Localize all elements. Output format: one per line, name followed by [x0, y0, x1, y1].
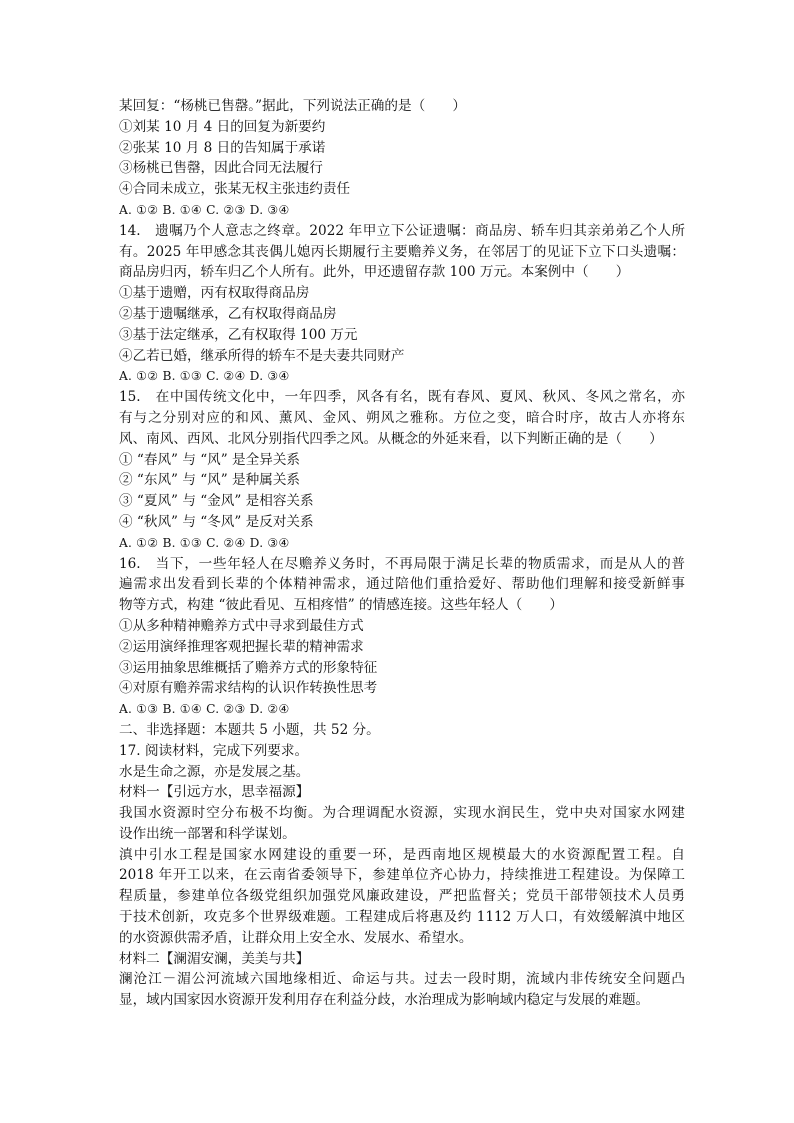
answer-options: A. ①② B. ①③ C. ②④ D. ③④	[119, 535, 290, 550]
text-line: ①刘某 10 月 4 日的回复为新要约	[119, 118, 326, 135]
text-line: 17. 阅读材料，完成下列要求。	[119, 742, 309, 759]
text-line: 14. 遗嘱乃个人意志之终章。2022 年甲立下公证遗嘱：商品房、轿车归其亲弟弟乙个人所	[119, 222, 685, 239]
text-line: 程质量，参建单位各级党组织加强党风廉政建设，严把监督关；党员干部带领技术人员勇	[119, 888, 685, 905]
answer-options: A. ①② B. ①④ C. ②③ D. ③④	[119, 202, 290, 217]
text-line: 有。2025 年甲感念其丧偶儿媳丙长期履行主要赡养义务，在邻居丁的见证下立下口头遗嘱：	[119, 243, 685, 260]
answer-options: A. ①③ B. ①④ C. ②③ D. ②④	[119, 702, 290, 717]
text-line: 材料二【澜湄安澜，美美与共】	[119, 950, 310, 967]
text-line: 的水资源供需矛盾，让群众用上安全水、发展水、希望水。	[119, 929, 473, 946]
text-line: 风、南风、西风、北风分别指代四季之风。从概念的外延来看，以下判断正确的是（ ）	[119, 430, 663, 447]
text-line: ④合同未成立，张某无权主张违约责任	[119, 181, 351, 198]
text-line: ④对原有赡养需求结构的认识作转换性思考	[119, 680, 378, 697]
text-line: 我国水资源时空分布极不均衡。为合理调配水资源，实现水润民生，党中央对国家水网建	[119, 805, 685, 822]
text-line: 商品房归丙，轿车归乙个人所有。此外，甲还遗留存款 100 万元。本案例中（ ）	[119, 264, 630, 281]
text-line: 15. 在中国传统文化中，一年四季，风各有名，既有春风、夏风、秋风、冬风之常名，亦	[119, 389, 685, 406]
text-line: 滇中引水工程是国家水网建设的重要一环，是西南地区规模最大的水资源配置工程。自	[119, 846, 685, 863]
text-line: ①从多种精神赡养方式中寻求到最佳方式	[119, 617, 364, 634]
text-line: 物等方式，构建 “彼此看见、互相疼惜” 的情感连接。这些年轻人（ ）	[119, 597, 563, 614]
text-line: 澜沧江－湄公河流域六国地缘相近、命运与共。过去一段时期，流域内非传统安全问题凸	[119, 971, 685, 988]
text-line: 有与之分别对应的和风、薰风、金风、朔风之雅称。方位之变，暗合时序，故古人亦将东	[119, 409, 685, 426]
text-line: ③ “夏风” 与 “金风” 是相容关系	[119, 493, 314, 510]
text-line: ① “春风” 与 “风” 是全异关系	[119, 451, 301, 468]
text-line: ③基于法定继承，乙有权取得 100 万元	[119, 326, 358, 343]
text-line: ②运用演绎推理客观把握长辈的精神需求	[119, 638, 364, 655]
text-line: 于技术创新，攻克多个世界级难题。工程建成后将惠及约 1112 万人口，有效缓解滇中地区	[119, 909, 685, 926]
text-line: 材料一【引远方水，思幸福源】	[119, 784, 310, 801]
text-line: 水是生命之源，亦是发展之基。	[119, 763, 310, 780]
text-line: ④ “秋风” 与 “冬风” 是反对关系	[119, 513, 314, 530]
text-line: ④乙若已婚，继承所得的轿车不是夫妻共同财产	[119, 347, 405, 364]
text-line: 16. 当下，一些年轻人在尽赡养义务时，不再局限于满足长辈的物质需求，而是从人的普	[119, 555, 685, 572]
document-page	[119, 96, 685, 1011]
text-line: ②基于遗嘱继承，乙有权取得商品房	[119, 305, 337, 322]
text-line: ②张某 10 月 8 日的告知属于承诺	[119, 139, 326, 156]
text-line: ② “东风” 与 “风” 是种属关系	[119, 472, 301, 489]
text-line: ③运用抽象思维概括了赡养方式的形象特征	[119, 659, 378, 676]
text-line: ①基于遗赠，丙有权取得商品房	[119, 285, 310, 302]
text-line: 某回复：“杨桃已售罄。”据此，下列说法正确的是（ ）	[119, 98, 466, 114]
text-line: 显，域内国家因水资源开发利用存在利益分歧，水治理成为影响域内稳定与发展的难题。	[119, 992, 650, 1009]
text-line: 遍需求出发看到长辈的个体精神需求，通过陪他们重拾爱好、帮助他们理解和接受新鲜事	[119, 576, 685, 593]
text-line: ③杨桃已售罄，因此合同无法履行	[119, 160, 323, 177]
answer-options: A. ①② B. ①③ C. ②④ D. ③④	[119, 369, 290, 384]
text-line: 二、非选择题：本题共 5 小题，共 52 分。	[119, 721, 380, 738]
text-line: 设作出统一部署和科学谋划。	[119, 825, 296, 842]
text-line: 2018 年开工以来，在云南省委领导下，参建单位齐心协力，持续推进工程建设。为保障工	[119, 867, 685, 884]
